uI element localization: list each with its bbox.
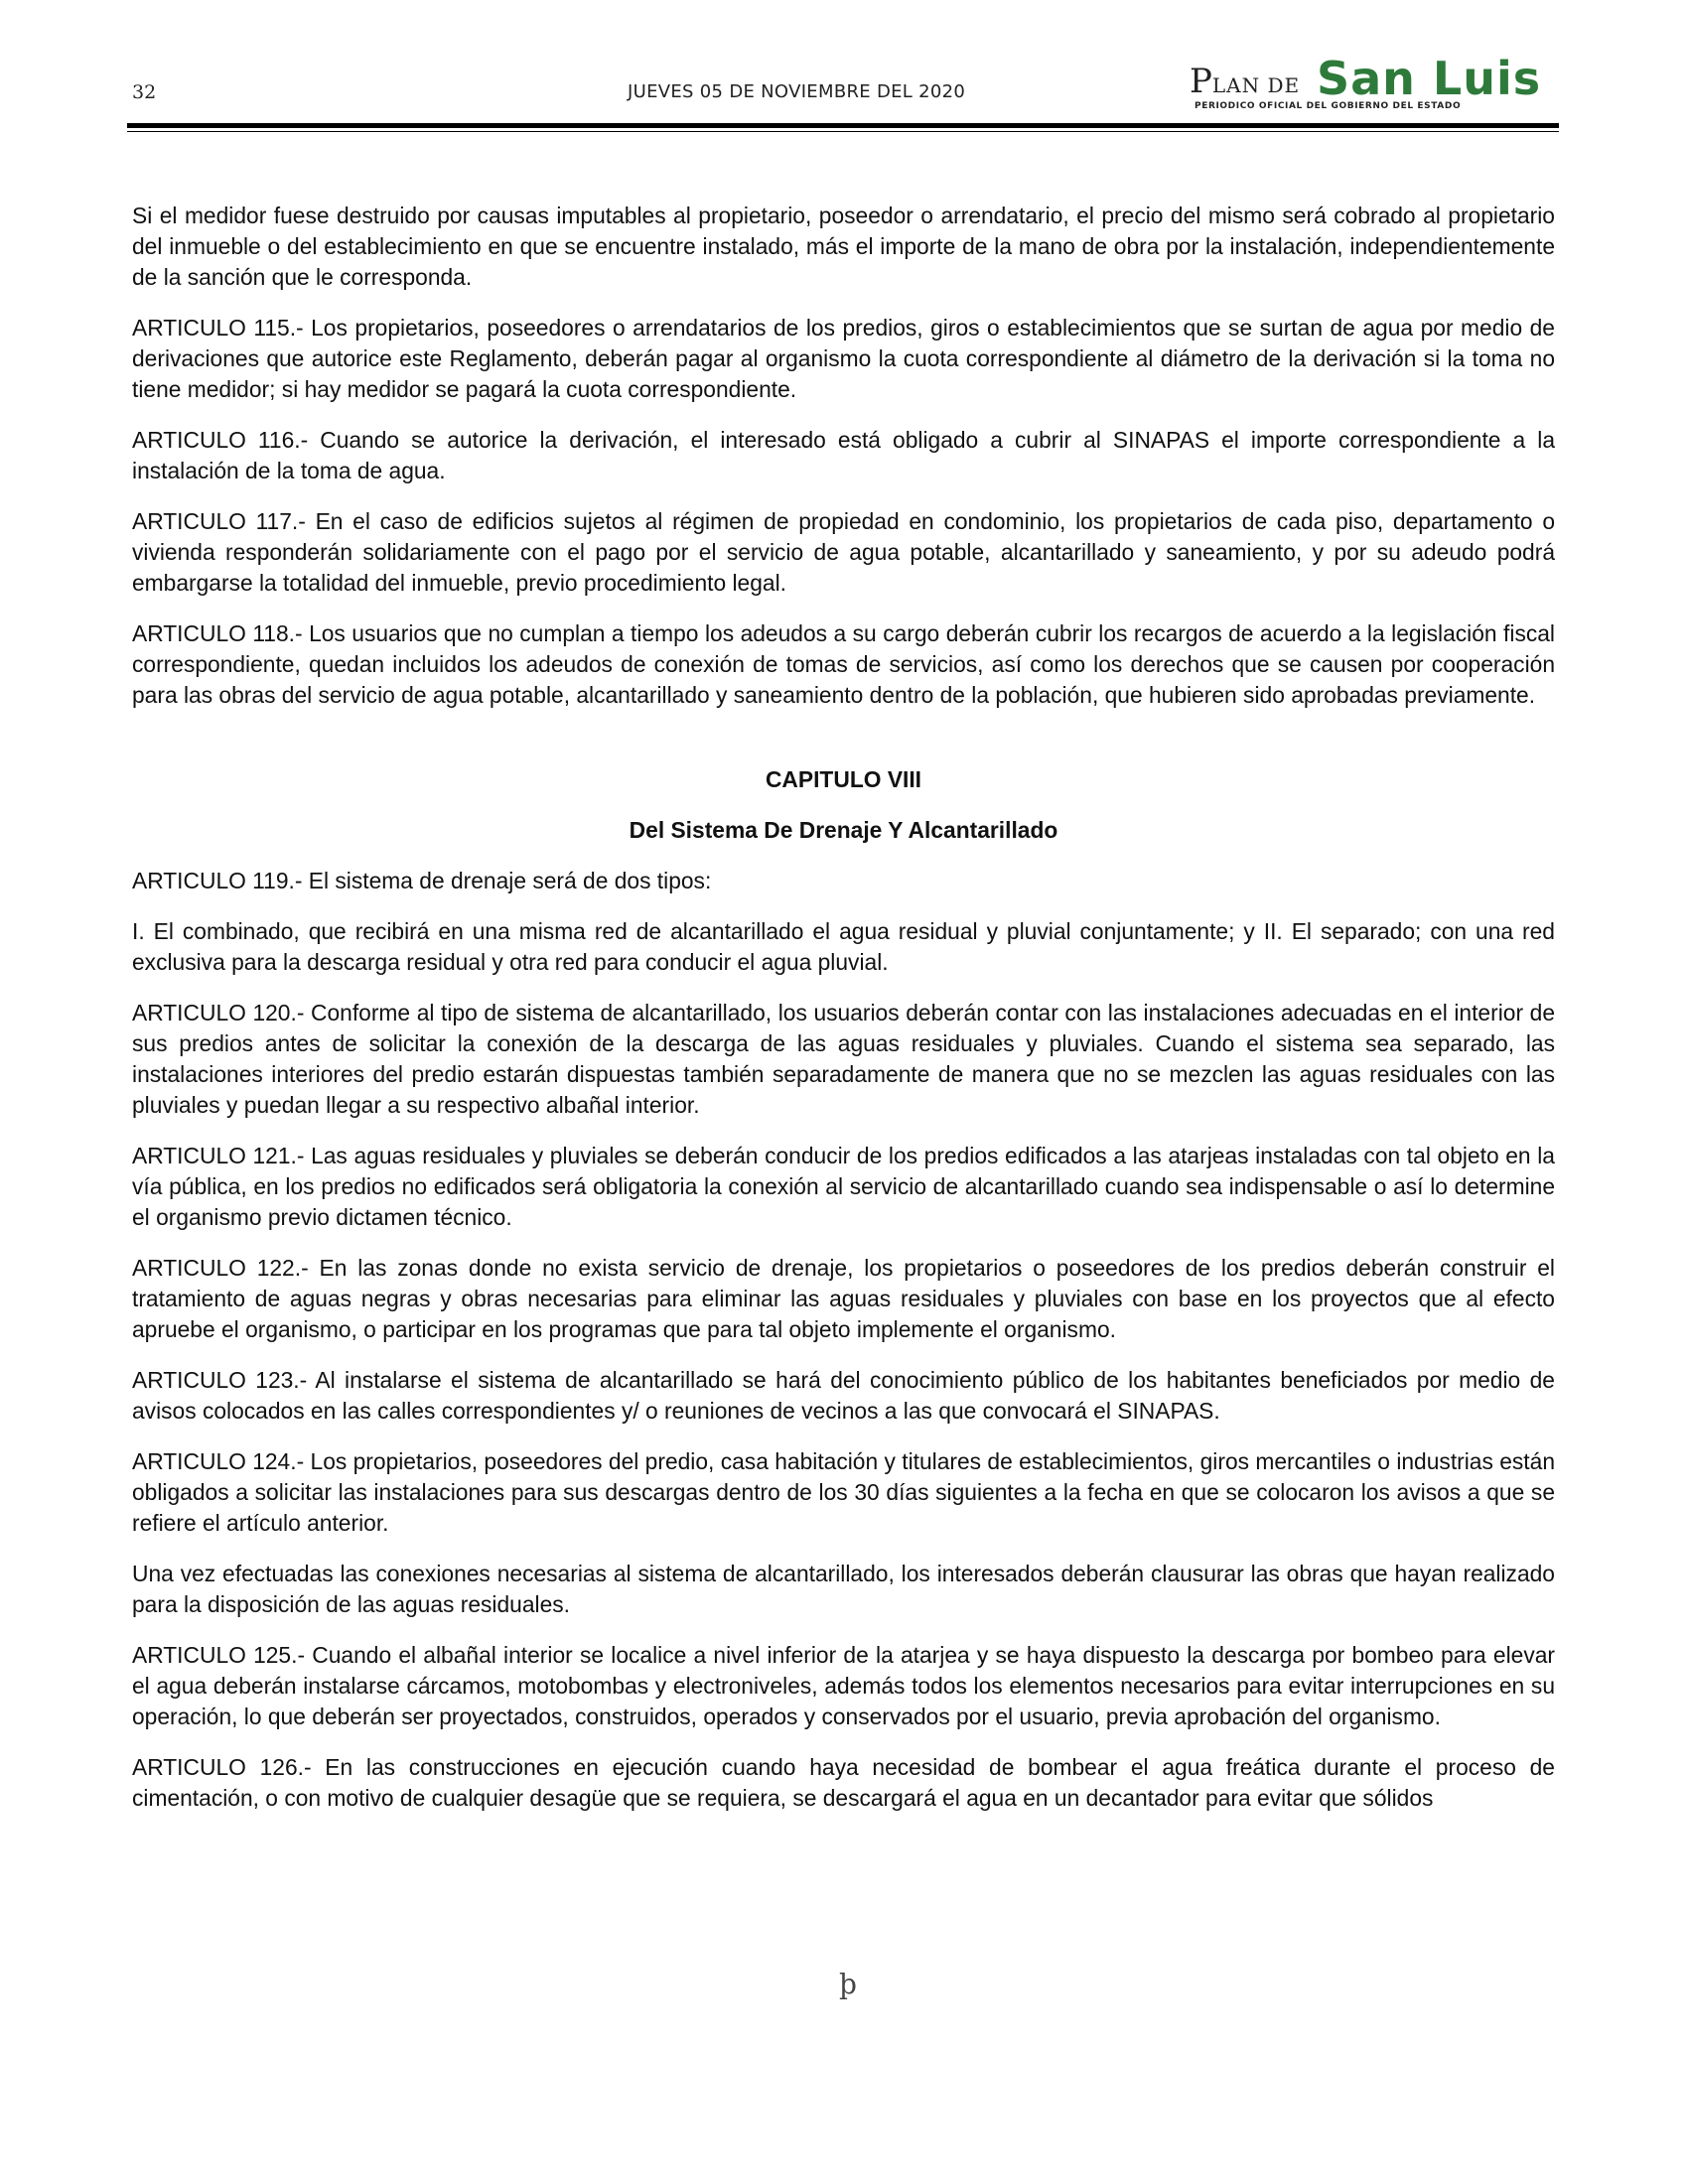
masthead-logo: [1190, 52, 1542, 117]
section-spacer: [132, 731, 1555, 764]
article-117: ARTICULO 117.- En el caso de edificios sujetos al régimen de propiedad en condominio, los propietarios de cada piso, departamento o vivienda responderán solidariamente con el pago por el servicio de agua potable, alcantarillado y saneamiento, y por su adeudo podrá embargarse la totalidad del inmueble, previo procedimiento legal.: [132, 508, 1555, 596]
article-126: ARTICULO 126.- En las construcciones en ejecución cuando haya necesidad de bombear el agua freática durante el proceso de cimentación, o con motivo de cualquier desagüe que se requiera, se descargará el agua en un decantador para evitar que sólidos: [132, 1754, 1555, 1811]
document-body: [132, 201, 1555, 1834]
header-rule-thin: [127, 131, 1559, 132]
page-end-mark: þ: [839, 1968, 857, 2000]
masthead-plan-de: [1190, 62, 1300, 101]
article-119: ARTICULO 119.- El sistema de drenaje será de dos tipos:: [132, 868, 712, 893]
masthead-subtitle: PERIODICO OFICIAL DEL GOBIERNO DEL ESTADO: [1195, 101, 1462, 111]
masthead-plan-initial: P: [1190, 62, 1212, 101]
article-115: ARTICULO 115.- Los propietarios, poseedores o arrendatarios de los predios, giros o establecimientos que se surtan de agua por medio de derivaciones que autorice este Reglamento, deberán pagar al organismo la cuota correspondiente al diámetro de la derivación si la toma no tiene medidor; si hay medidor se pagará la cuota correspondiente.: [132, 315, 1555, 402]
article-118: ARTICULO 118.- Los usuarios que no cumplan a tiempo los adeudos a su cargo deberán cubrir los recargos de acuerdo a la legislación fiscal correspondiente, quedan incluidos los adeudos de conexión de tomas de servicios, así como los derechos que se causen por cooperación para las obras del servicio de agua potable, alcantarillado y saneamiento dentro de la población, que hubieren sido aprobadas previamente.: [132, 620, 1555, 708]
chapter-subtitle: Del Sistema De Drenaje Y Alcantarillado: [629, 817, 1058, 843]
article-124-continued: Una vez efectuadas las conexiones necesarias al sistema de alcantarillado, los interesados deberán clausurar las obras que hayan realizado para la disposición de las aguas residuales.: [132, 1561, 1555, 1617]
article-119-types: I. El combinado, que recibirá en una misma red de alcantarillado el agua residual y pluvial conjuntamente; y II. El separado; con una red exclusiva para la descarga residual y otra red para conducir el agua pluvial.: [132, 918, 1555, 975]
article-116: ARTICULO 116.- Cuando se autorice la derivación, el interesado está obligado a cubrir al SINAPAS el importe correspondiente a la instalación de la toma de agua.: [132, 427, 1555, 483]
article-120: ARTICULO 120.- Conforme al tipo de sistema de alcantarillado, los usuarios deberán contar con las instalaciones adecuadas en el interior de sus predios antes de solicitar la conexión de la descarga de las aguas residuales y pluviales. Cuando el sistema sea separado, las instalaciones interiores del predio estarán dispuestas también separadamente de manera que no se mezclen las aguas residuales con las pluviales y puedan llegar a su respectivo albañal interior.: [132, 1000, 1555, 1118]
article-124: ARTICULO 124.- Los propietarios, poseedores del predio, casa habitación y titulares de establecimientos, giros mercantiles o industrias están obligados a solicitar las instalaciones para sus descargas dentro de los 30 días siguientes a la fecha en que se colocaron los avisos a que se refiere el artículo anterior.: [132, 1448, 1555, 1536]
article-125: ARTICULO 125.- Cuando el albañal interior se localice a nivel inferior de la atarjea y se haya dispuesto la descarga por bombeo para elevar el agua deberán instalarse cárcamos, motobombas y electroniveles, además todos los elementos necesarios para evitar interrupciones en su operación, lo que deberán ser proyectados, construidos, operados y conservados por el usuario, previa aprobación del organismo.: [132, 1642, 1555, 1729]
header-rule-thick: [127, 123, 1559, 128]
issue-date: JUEVES 05 DE NOVIEMBRE DEL 2020: [628, 81, 966, 102]
article-121: ARTICULO 121.- Las aguas residuales y pluviales se deberán conducir de los predios edificados a las atarjeas instaladas con tal objeto en la vía pública, en los predios no edificados será obligatoria la conexión al servicio de alcantarillado cuando sea indispensable o así lo determine el organismo previo dictamen técnico.: [132, 1143, 1555, 1230]
article-122: ARTICULO 122.- En las zonas donde no exista servicio de drenaje, los propietarios o poseedores de los predios deberán construir el tratamiento de aguas negras y obras necesarias para eliminar las aguas residuales y pluviales con base en los proyectos que al efecto apruebe el organismo, o participar en los programas que para tal objeto implemente el organismo.: [132, 1255, 1555, 1342]
article-123: ARTICULO 123.- Al instalarse el sistema de alcantarillado se hará del conocimiento público de los habitantes beneficiados por medio de avisos colocados en las calles correspondientes y/ o reuniones de vecinos a las que convocará el SINAPAS.: [132, 1367, 1555, 1424]
page-number: 32: [132, 81, 157, 103]
chapter-title: CAPITULO VIII: [765, 766, 922, 792]
masthead-plan-rest: LAN DE: [1211, 73, 1301, 97]
masthead-name: San Luis: [1317, 52, 1542, 105]
paragraph-medidor: Si el medidor fuese destruido por causas imputables al propietario, poseedor o arrendatario, el precio del mismo será cobrado al propietario del inmueble o del establecimiento en que se encuentre instalado, más el importe de la mano de obra por la instalación, independientemente de la sanción que le corresponda.: [132, 203, 1555, 290]
